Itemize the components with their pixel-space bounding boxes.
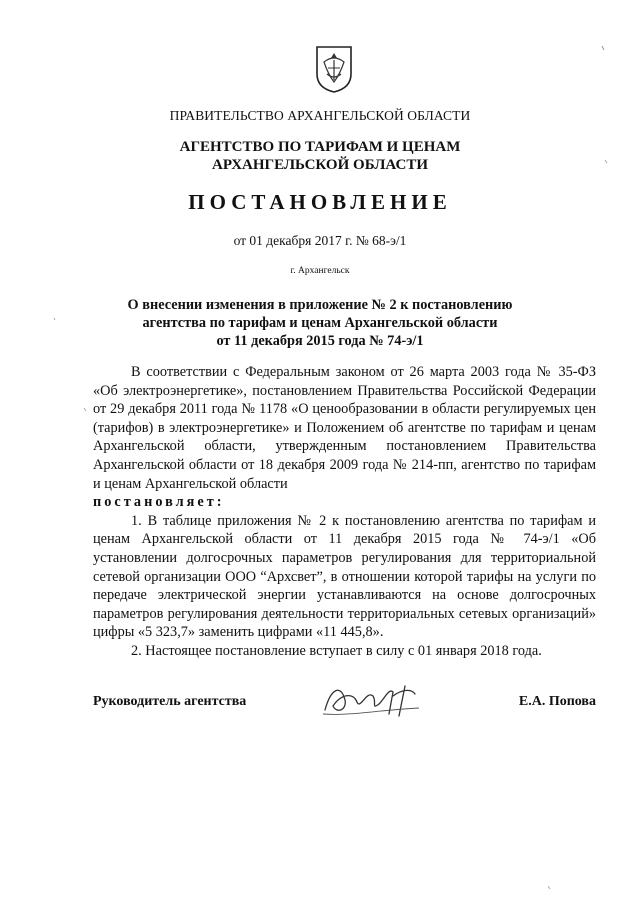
government-title: ПРАВИТЕЛЬСТВО АРХАНГЕЛЬСКОЙ ОБЛАСТИ [169,108,471,123]
preamble-paragraph: В соответствии с Федеральным законом от 26 марта 2003 года № 35-ФЗ «Об электроэнергетике», постановлением Правительства Российской Федерации от 29 декабря 2011 года № 1178 «О ценообразовании в области регулируемых цен (тарифов) в электроэнергетике» и Положением об агентстве по тарифам и ценам Архангельской области, утвержденным постановлением Правительства Архангельской области от 18 декабря 2009 года № 214-пп, агентство по тарифам и ценам Архангельской области [93,364,596,492]
subject-line2: агентства по тарифам и ценам Архангельской области [142,315,498,331]
subject-line1: О внесении изменения в приложение № 2 к постановлению [127,297,513,313]
document-city: г. Архангельск [290,266,350,276]
signature-block [93,692,596,732]
signatory-role: Руководитель агентства [93,694,247,709]
signatory-name: Е.А. Попова [518,694,596,709]
subject-line3: от 11 декабря 2015 года № 74-э/1 [216,333,424,349]
document-subject [90,296,550,350]
document-type: ПОСТАНОВЛЕНИЕ [188,190,452,214]
agency-title [0,138,640,174]
handwritten-signature [319,680,429,722]
item-1-paragraph: 1. В таблице приложения № 2 к постановлению агентства по тарифам и ценам Архангельской области от 11 декабря 2015 года № 74-э/1 «Об установлении долгосрочных параметров регулирования для территориальной сетевой организации ООО “Архсвет”, в отношении которой тарифы на услуги по передаче электрической энергии устанавливаются на основе долгосрочных параметров регулирования деятельности территориальных сетевых организаций» цифры «5 323,7» заменить цифрами «11 445,8». [93,512,596,641]
agency-title-line2: АРХАНГЕЛЬСКОЙ ОБЛАСТИ [212,157,428,173]
coat-of-arms-icon [314,44,354,94]
item-2-paragraph: 2. Настоящее постановление вступает в силу с 01 января 2018 года. [131,642,542,659]
ruling-word: постановляет: [93,494,225,511]
agency-title-line1: АГЕНТСТВО ПО ТАРИФАМ И ЦЕНАМ [179,139,461,155]
document-date-number: от 01 декабря 2017 г. № 68-э/1 [233,233,407,248]
document-body [93,363,596,661]
